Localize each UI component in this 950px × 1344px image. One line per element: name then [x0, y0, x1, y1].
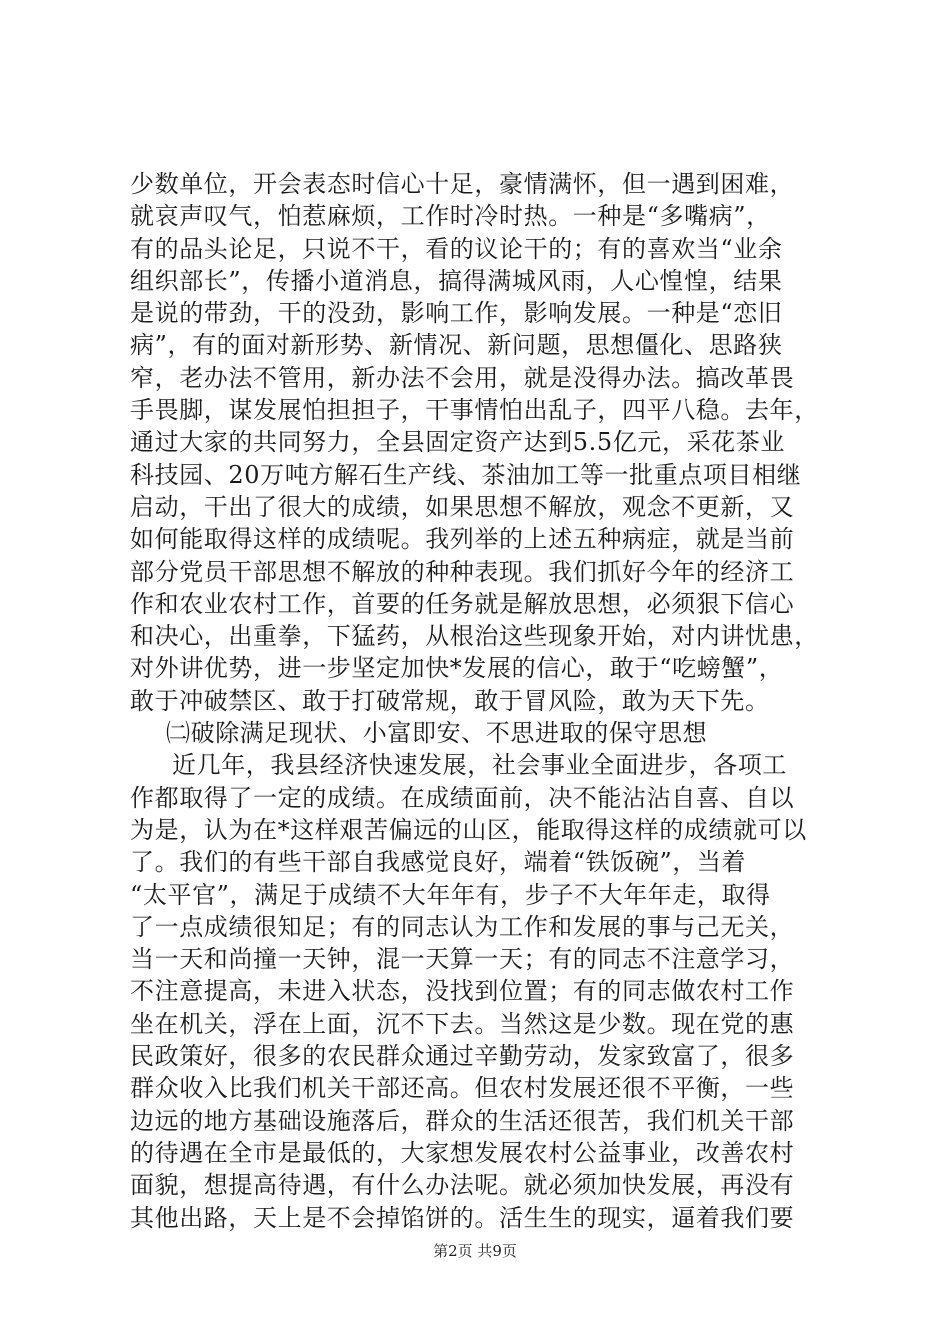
text-line: 科技园、20万吨方解石生产线、茶油加工等一批重点项目相继: [130, 460, 802, 489]
text-line: 敢于冲破禁区、敢于打破常规，敢于冒风险，敢为天下先。: [130, 686, 770, 715]
text-line: 不注意提高，未进入状态，没找到位置；有的同志做农村工作: [130, 977, 795, 1006]
body-text: [130, 168, 830, 1234]
text-line: 坐在机关，浮在上面，沉不下去。当然这是少数。现在党的惠: [130, 1009, 795, 1038]
text-line: 如何能取得这样的成绩呢。我列举的上述五种病症，就是当前: [130, 525, 795, 554]
text-line: 病”，有的面对新形势、新情况、新问题，思想僵化、思路狭: [130, 331, 783, 360]
text-line: 组织部长”，传播小道消息，搞得满城风雨，人心惶惶，结果: [130, 266, 783, 295]
text-line: 边远的地方基础设施落后，群众的生活还很苦，我们机关干部: [130, 1106, 795, 1135]
text-line: 的待遇在全市是最低的，大家想发展农村公益事业，改善农村: [130, 1138, 795, 1167]
text-line: 就哀声叹气，怕惹麻烦，工作时冷时热。一种是“多嘴病”，: [130, 202, 771, 231]
text-line: 对外讲优势，进一步坚定加快*发展的信心，敢于“吃螃蟹”，: [130, 654, 784, 683]
section-heading: ㈡破除满足现状、小富即安、不思进取的保守思想: [166, 719, 708, 748]
text-line: 和决心，出重拳，下猛药，从根治这些现象开始，对内讲忧患，: [130, 622, 819, 651]
text-line: 有的品头论足，只说不干，看的议论干的；有的喜欢当“业余: [130, 234, 783, 263]
text-line: 群众收入比我们机关干部还高。但农村发展还很不平衡，一些: [130, 1074, 795, 1103]
page-number: 第2页 共9页: [433, 1242, 517, 1260]
text-line: 作都取得了一定的成绩。在成绩面前，决不能沾沾自喜、自以: [130, 783, 795, 812]
text-line: 了。我们的有些干部自我感觉良好，端着“铁饭碗”，当着: [130, 848, 747, 877]
text-line: 手畏脚，谋发展怕担担子，干事情怕出乱子，四平八稳。去年，: [130, 396, 819, 425]
text-line: 其他出路，天上是不会掉馅饼的。活生生的现实，逼着我们要: [130, 1203, 795, 1232]
text-line: 少数单位，开会表态时信心十足，豪情满怀，但一遇到困难，: [130, 170, 795, 198]
text-line: 窄，老办法不管用，新办法不会用，就是没得办法。搞改革畏: [130, 363, 795, 392]
text-line: 作和农业农村工作，首要的任务就是解放思想，必须狠下信心: [130, 589, 795, 618]
text-line: 面貌，想提高待遇，有什么办法呢。就必须加快发展，再没有: [130, 1171, 795, 1200]
text-line: 了一点成绩很知足；有的同志认为工作和发展的事与己无关，: [130, 912, 795, 941]
text-line: “太平官”，满足于成绩不大年年有，步子不大年年走，取得: [130, 880, 771, 909]
text-line: 是说的带劲，干的没劲，影响工作，影响发展。一种是“恋旧: [130, 299, 783, 328]
text-line: 当一天和尚撞一天钟，混一天算一天；有的同志不注意学习，: [130, 945, 795, 974]
text-line: 部分党员干部思想不解放的种种表现。我们抓好今年的经济工: [130, 557, 795, 586]
text-line: 为是，认为在*这样艰苦偏远的山区，能取得这样的成绩就可以: [130, 815, 807, 844]
text-line: 近几年，我县经济快速发展，社会事业全面进步，各项工: [172, 751, 787, 780]
text-line: 通过大家的共同努力，全县固定资产达到5.5亿元，采花茶业: [130, 428, 785, 457]
text-line: 民政策好，很多的农民群众通过辛勤劳动，发家致富了，很多: [130, 1042, 795, 1071]
text-line: 启动，干出了很大的成绩，如果思想不解放，观念不更新，又: [130, 492, 795, 521]
